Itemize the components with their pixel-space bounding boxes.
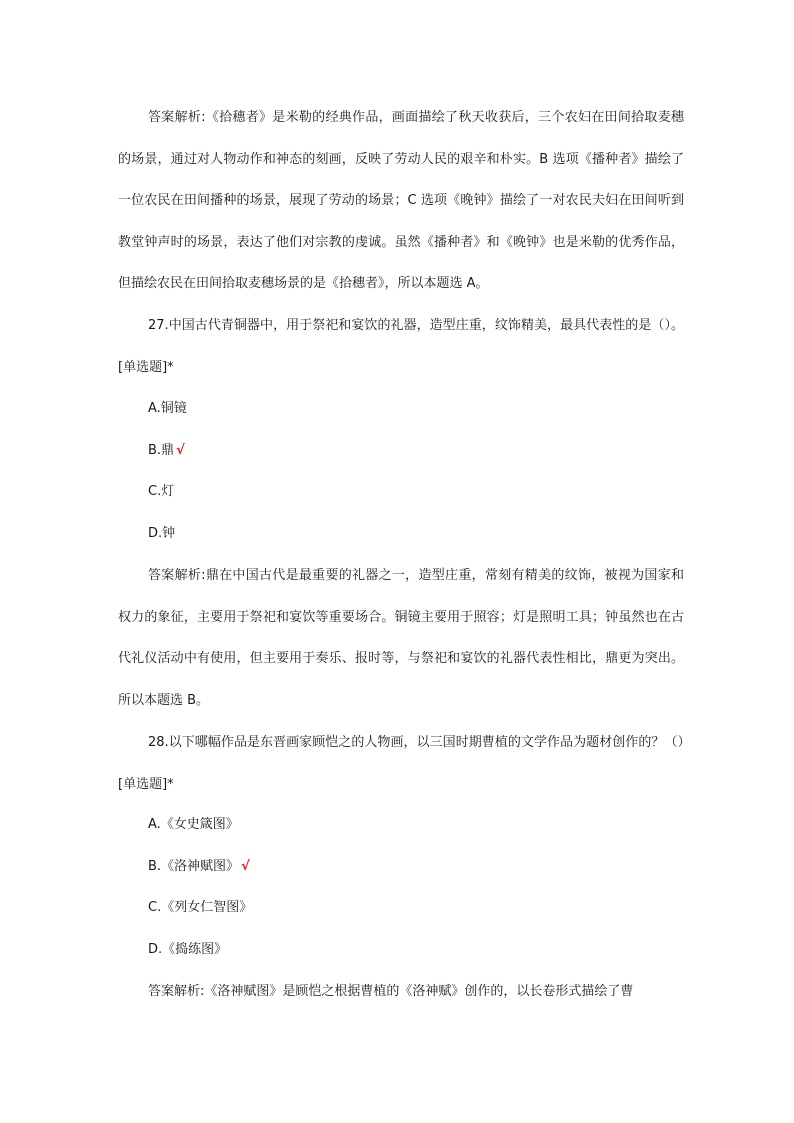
q27-option-a (148, 399, 189, 419)
option-text: C.《列女仁智图》 (148, 900, 253, 915)
analysis-28-paragraph: 答案解析:《洛神赋图》是顾恺之根据曹植的《洛神赋》创作的，以长卷形式描绘了曹 (148, 984, 634, 999)
analysis-26-paragraph: 答案解析:《拾穗者》是米勒的经典作品，画面描绘了秋天收获后，三个农妇在田间拾取麦穗的场景，通过对人物动作和神态的刻画，反映了劳动人民的艰辛和朴实。B 选项《播种者》描绘了一位农民在田间播种的场景，展现了劳动的场景；C 选项《晚钟》描绘了一对农民夫妇在田间听到教堂钟声时的场景，表达了他们对宗教的虔诚。虽然《播种者》和《晚钟》也是米勒的优秀作品，但描绘农民在田间拾取麦穗场景的是《拾穗者》，所以本题选 A。 (118, 110, 684, 291)
q28-option-c (148, 898, 254, 918)
option-text: B.《洛神赋图》 (148, 859, 240, 874)
analysis-27-paragraph: 答案解析:鼎在中国古代是最重要的礼器之一，造型庄重，常刻有精美的纹饰，被视为国家和权力的象征，主要用于祭祀和宴饮等重要场合。铜镜主要用于照容；灯是照明工具；钟虽然也在古代礼仪活动中有使用，但主要用于奏乐、报时等，与祭祀和宴饮的礼器代表性相比，鼎更为突出。所以本题选 B。 (118, 568, 684, 708)
check-mark: √ (241, 859, 250, 874)
option-text: B.鼎 (148, 443, 175, 458)
q27-option-b (148, 441, 185, 461)
q27-option-c (148, 482, 176, 502)
q28-option-a (148, 815, 241, 835)
q27-option-d (148, 524, 177, 544)
option-text: D.钟 (148, 526, 176, 541)
check-mark: √ (176, 443, 185, 458)
option-text: D.《捣练图》 (148, 942, 228, 957)
question-27: 27.中国古代青铜器中，用于祭祀和宴饮的礼器，造型庄重，纹饰精美，最具代表性的是（）。[单选题]* (118, 318, 684, 375)
option-text: C.灯 (148, 484, 175, 499)
q28-option-d (148, 940, 229, 960)
option-text: A.铜镜 (148, 401, 187, 416)
q28-option-b (148, 857, 250, 877)
question-28: 28.以下哪幅作品是东晋画家顾恺之的人物画，以三国时期曹植的文学作品为题材创作的？（）[单选题]* (118, 735, 684, 792)
option-text: A.《女史箴图》 (148, 817, 239, 832)
